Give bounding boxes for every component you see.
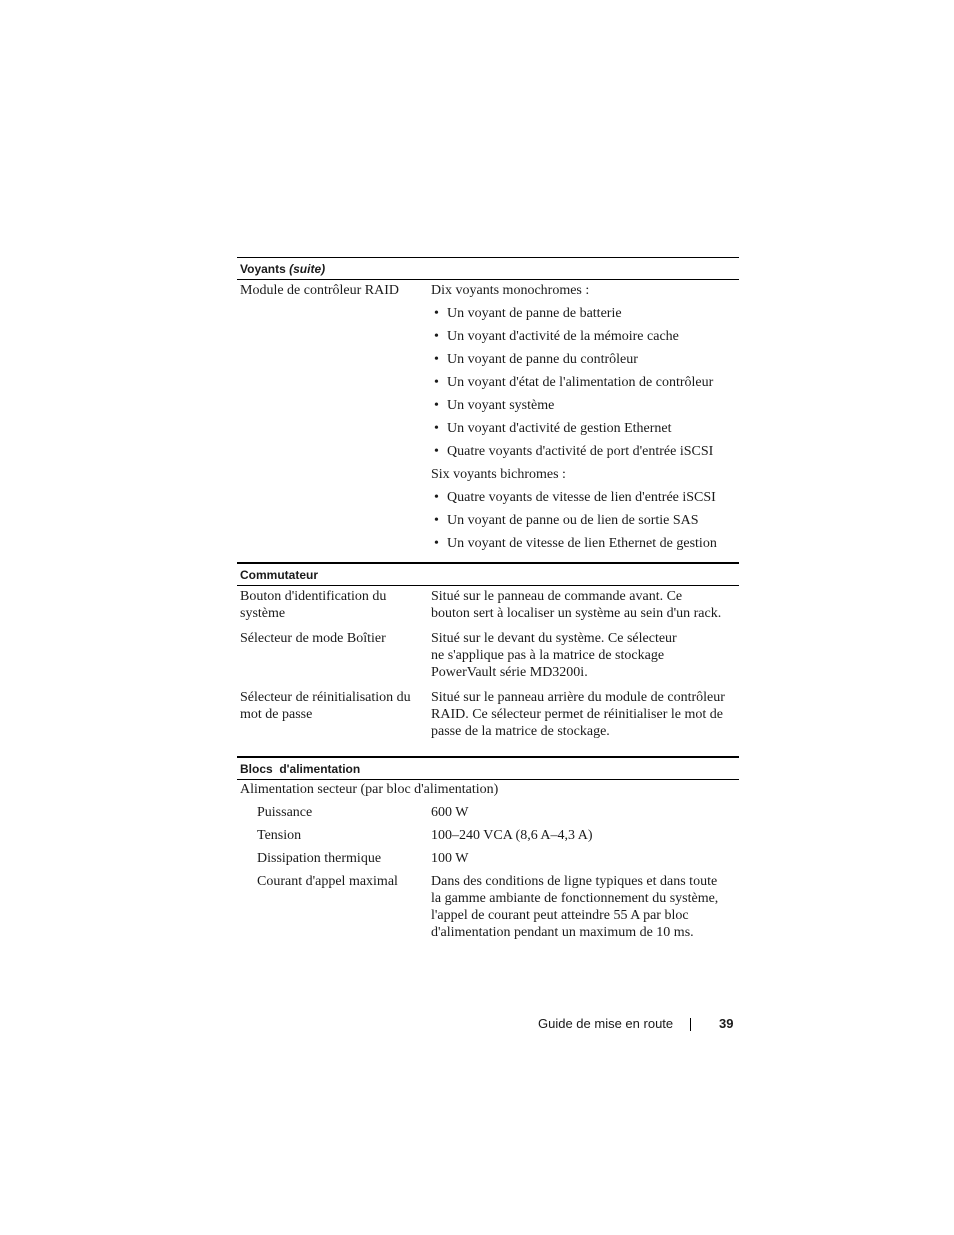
- table-row: [237, 630, 739, 681]
- row-value: [427, 282, 737, 552]
- footer-title: Guide de mise en route: [538, 1016, 674, 1031]
- label-line: mot de passe: [240, 707, 313, 722]
- bi-list: [431, 489, 737, 552]
- list-item: • Un voyant d'activité de gestion Ethernet: [431, 420, 737, 437]
- value-line: ne s'applique pas à la matrice de stockage: [431, 648, 665, 663]
- section-header-voyants: [237, 257, 739, 280]
- list-item: • Un voyant de vitesse de lien Ethernet de gestion: [431, 535, 737, 552]
- section-body-commutateur: [237, 586, 739, 757]
- row-value: 100–240 VCA (8,6 A–4,3 A): [431, 828, 593, 843]
- section-header-commutateur: Commutateur: [237, 563, 739, 586]
- spec-table: [237, 257, 739, 941]
- value-line: bouton sert à localiser un système au sein d'un rack.: [431, 606, 722, 621]
- row-value: [427, 873, 737, 941]
- table-row: [237, 804, 739, 821]
- value-line: passe de la matrice de stockage.: [431, 724, 610, 739]
- bi-intro: Six voyants bichromes :: [431, 467, 566, 482]
- label-line: Sélecteur de mode Boîtier: [240, 631, 386, 646]
- value-line: Situé sur le panneau arrière du module de contrôleur: [431, 690, 725, 705]
- table-row: [237, 850, 739, 867]
- row-label: Courant d'appel maximal: [257, 874, 398, 889]
- label-line: Bouton d'identification du: [240, 589, 387, 604]
- row-label: [237, 588, 427, 622]
- row-label: Dissipation thermique: [257, 851, 382, 866]
- section-body-alimentation: [237, 780, 739, 941]
- value-line: d'alimentation pendant un maximum de 10 ms.: [431, 925, 694, 940]
- list-item: • Un voyant de panne de batterie: [431, 305, 737, 322]
- table-row: [237, 873, 739, 941]
- value-line: Situé sur le panneau de commande avant. Ce: [431, 589, 683, 604]
- row-label: Module de contrôleur RAID: [240, 283, 400, 298]
- mono-intro: Dix voyants monochromes :: [431, 283, 590, 298]
- row-value: [427, 630, 737, 681]
- list-item: • Un voyant de panne ou de lien de sortie SAS: [431, 512, 737, 529]
- section-title: Voyants: [240, 262, 286, 276]
- section-title-suffix: (suite): [289, 262, 326, 276]
- table-row: [237, 282, 739, 552]
- row-label: Tension: [257, 828, 302, 843]
- value-line: Situé sur le devant du système. Ce sélecteur: [431, 631, 677, 646]
- value-line: la gamme ambiante de fonctionnement du système,: [431, 891, 719, 906]
- row-value: [427, 588, 737, 622]
- value-line: PowerVault série MD3200i.: [431, 665, 588, 680]
- row-value: 600 W: [431, 805, 469, 820]
- page-number: 39: [719, 1016, 734, 1031]
- row-label: [237, 689, 427, 740]
- value-line: RAID. Ce sélecteur permet de réinitialiser le mot de: [431, 707, 723, 722]
- list-item: • Un voyant de panne du contrôleur: [431, 351, 737, 368]
- list-item: • Un voyant d'activité de la mémoire cache: [431, 328, 737, 345]
- label-line: système: [240, 606, 286, 621]
- value-line: Dans des conditions de ligne typiques et dans toute: [431, 874, 718, 889]
- row-label: Puissance: [257, 805, 313, 820]
- list-item: • Un voyant d'état de l'alimentation de contrôleur: [431, 374, 737, 391]
- list-item: • Quatre voyants d'activité de port d'entrée iSCSI: [431, 443, 737, 460]
- row-value: [427, 689, 737, 740]
- footer-separator: [690, 1018, 691, 1031]
- list-item: • Un voyant système: [431, 397, 737, 414]
- label-line: Sélecteur de réinitialisation du: [240, 690, 411, 705]
- row-label: [237, 630, 427, 681]
- row-value: 100 W: [431, 851, 469, 866]
- list-item: • Quatre voyants de vitesse de lien d'entrée iSCSI: [431, 489, 737, 506]
- table-row: [237, 827, 739, 844]
- table-row: [237, 588, 739, 622]
- table-row: [237, 689, 739, 740]
- mono-list: [431, 305, 737, 460]
- section-body-voyants: [237, 280, 739, 563]
- power-intro: Alimentation secteur (par bloc d'alimentation): [240, 782, 499, 797]
- value-line: l'appel de courant peut atteindre 55 A par bloc: [431, 908, 689, 923]
- section-header-alimentation: Blocs d'alimentation: [237, 757, 739, 780]
